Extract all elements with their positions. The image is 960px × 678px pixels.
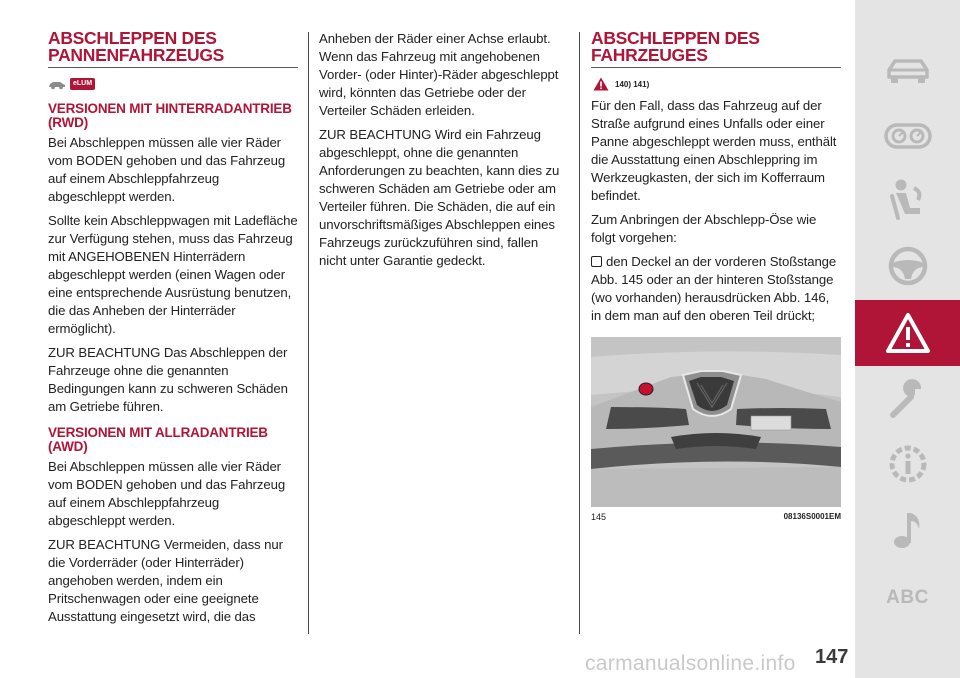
section-title-pannenfahrzeug: ABSCHLEPPEN DES PANNENFAHRZEUGS [48,30,298,68]
subheading-rwd: VERSIONEN MIT HINTERRADANTRIEB (RWD) [48,101,292,130]
chapter-sidebar [855,0,960,678]
paragraph-rwd-1: Bei Abschleppen müssen alle vier Räder vom BODEN gehoben und das Fahrzeug auf einem Abschleppfahrzeug abgeschleppt werden. [48,135,286,204]
sidebar-item-technical-data[interactable] [855,434,960,494]
paragraph-rwd-note: ZUR BEACHTUNG Das Abschleppen der Fahrzeuge ohne die genannten Bedingungen kann zu schweren Schäden am Getriebe führen. [48,345,288,414]
abc-label: ABC [886,587,929,608]
figure-number: 145 [591,512,607,522]
paragraph-mid-1: Anheben der Räder einer Achse erlaubt. Wenn das Fahrzeug mit angehobenen Vorder- (oder Hinter)-Räder abgeschleppt wird, könnten das Getriebe oder der Verteiler Schäden erleiden. [319,31,559,118]
sidebar-item-maintenance[interactable] [855,370,960,430]
car-front-illustration [591,337,841,507]
sidebar-item-index[interactable] [855,568,960,628]
bullet-item-1-text: den Deckel an der vorderen Stoßstange Abb. 145 oder an der hinteren Stoßstange (wo vorhanden) herausdrücken Abb. 146, in dem man auf den oberen Teil drückt; [591,254,837,323]
wrench-icon [887,379,929,421]
figure-caption [591,512,841,522]
sidebar-item-car[interactable] [855,40,960,100]
column-divider-1 [308,32,309,634]
column-right [591,30,841,522]
music-note-icon [891,509,925,551]
section-title-fahrzeug: ABSCHLEPPEN DES FAHRZEUGES [591,30,841,68]
dashboard-icon [884,123,932,149]
lum-badge: eLUM [70,78,95,90]
paragraph-awd-1: Bei Abschleppen müssen alle vier Räder vom BODEN gehoben und das Fahrzeug auf einem Abschleppfahrzeug abgeschleppt werden. [48,459,286,528]
figure-code: 08136S0001EM [783,512,841,521]
seat-safety-icon [888,178,928,222]
paragraph-rwd-2: Sollte kein Abschleppwagen mit Ladefläche zur Verfügung stehen, muss das Fahrzeug mit ANGEHOBENEN Hinterrädern abgeschleppt werden (einen Wagen oder eine entsprechende Ausrüstung benutzen, die das Anheben der Hinterräder ermöglicht). [48,213,298,336]
info-gear-icon [886,442,930,486]
bullet-item-1 [591,253,841,325]
warning-references: 140) 141) [615,79,650,89]
column-middle [319,30,569,276]
sidebar-item-safety[interactable] [855,170,960,230]
watermark: carmanualsonline.info [585,652,796,675]
warning-row [593,77,841,91]
car-small-icon [48,79,66,90]
figure-front-bumper [591,337,841,507]
subheading-awd: VERSIONEN MIT ALLRADANTRIEB (AWD) [48,425,268,454]
lum-indicator-row [48,76,298,92]
warning-triangle-icon [593,77,609,91]
steering-wheel-icon [887,245,929,287]
sidebar-item-dashboard[interactable] [855,106,960,166]
paragraph-right-1: Für den Fall, dass das Fahrzeug auf der Straße aufgrund eines Unfalls oder einer Panne abgeschleppt werden muss, enthält die Ausstattung einen Abschleppring im Werkzeugkasten, der sich im Kofferraum befindet. [591,98,837,203]
paragraph-awd-note: ZUR BEACHTUNG Vermeiden, dass nur die Vorderräder (oder Hinterräder) angehoben werden, indem ein Pritschenwagen oder eine geeignete Ausstattung eingesetzt wird, die das [48,537,283,624]
paragraph-mid-note: ZUR BEACHTUNG Wird ein Fahrzeug abgeschleppt, ohne die genannten Anforderungen zu beachten, kann dies zu schweren Schäden am Getriebe oder am Verteiler führen. Die Schäden, die auf ein unvorschriftsmäßiges Abschleppen eines Fahrzeugs zurückzuführen sind, fallen nicht unter Garantie gedeckt. [319,127,560,268]
sidebar-item-emergency[interactable] [855,300,960,366]
warning-triangle-icon [885,312,931,354]
column-left [48,30,298,632]
paragraph-right-2: Zum Anbringen der Abschlepp-Öse wie folgt vorgehen: [591,212,817,245]
sidebar-item-multimedia[interactable] [855,500,960,560]
column-divider-2 [579,32,580,634]
sidebar-item-steering[interactable] [855,236,960,296]
car-icon [885,55,931,85]
page-number: 147 [815,646,849,668]
bullet-box-icon [591,256,602,267]
